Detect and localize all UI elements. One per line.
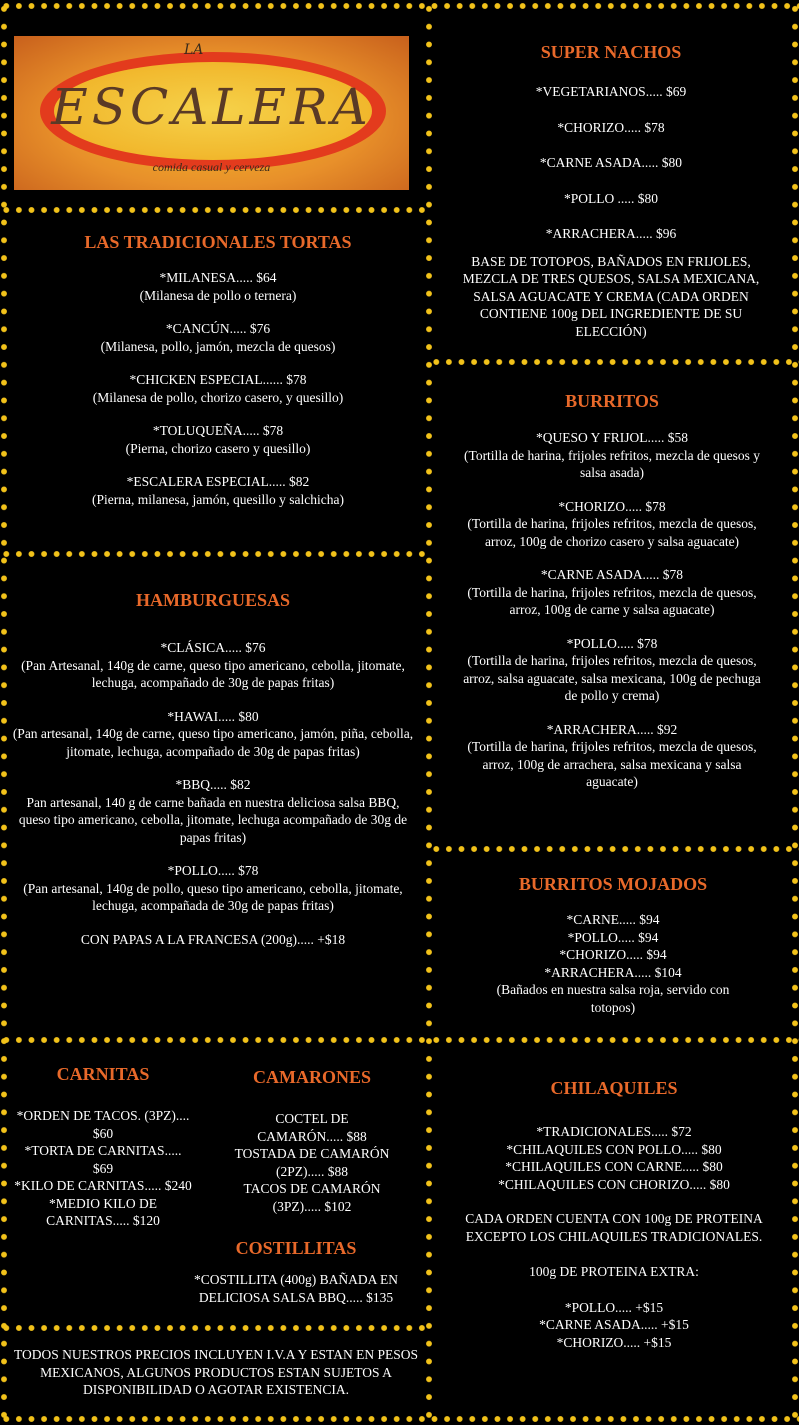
border-bottom — [0, 1415, 799, 1423]
camarones-section — [222, 1066, 402, 1215]
menu-line: *CHILAQUILES CON CHORIZO..... $80 — [498, 1176, 730, 1192]
logo-tagline: comida casual y cerveza — [152, 160, 271, 174]
tortas-section — [10, 231, 426, 524]
chilaquiles-note: CADA ORDEN CUENTA CON 100g DE PROTEINA EXCEPTO LOS CHILAQUILES TRADICIONALES. — [465, 1211, 763, 1244]
menu-line: *ARRACHERA..... $96 — [545, 226, 677, 241]
menu-extra: CON PAPAS A LA FRANCESA (200g)..... +$18 — [80, 931, 346, 947]
footer-note: TODOS NUESTROS PRECIOS INCLUYEN I.V.A Y ESTAN EN PESOS MEXICANOS, ALGUNOS PRODUCTOS ESTAN SUJETOS A DISPONIBILIDAD O AGOTAR EXISTENCIA. — [14, 1347, 418, 1397]
menu-line: TACOS DE CAMARÓN (3PZ)..... $102 — [243, 1181, 381, 1214]
divider-right-3 — [430, 1036, 799, 1044]
border-top — [0, 2, 799, 10]
mojados-description: (Bañados en nuestra salsa roja, servido con totopos) — [496, 982, 730, 1015]
menu-item: *ESCALERA ESPECIAL..... $82 (Pierna, milanesa, jamón, quesillo y salchicha) — [92, 474, 344, 507]
menu-line: *MEDIO KILO DE CARNITAS..... $120 — [46, 1195, 160, 1228]
burritos-title: BURRITOS — [565, 391, 659, 411]
menu-item: *CHICKEN ESPECIAL...... $78 (Milanesa de pollo, chorizo casero, y quesillo) — [92, 372, 344, 405]
menu-line: COCTEL DE CAMARÓN..... $88 — [257, 1111, 367, 1144]
chilaquiles-title: CHILAQUILES — [550, 1078, 678, 1098]
logo — [14, 36, 409, 190]
hamburguesas-section — [12, 589, 414, 964]
tortas-title: LAS TRADICIONALES TORTAS — [84, 232, 352, 252]
divider-left-4 — [0, 1324, 430, 1332]
menu-line: *CHORIZO..... $94 — [559, 947, 667, 962]
chilaquiles-section — [440, 1077, 788, 1351]
menu-item: *CHORIZO..... $78 (Tortilla de harina, frijoles refritos, mezcla de quesos, arroz, 100g de chorizo casero y salsa aguacate) — [467, 498, 757, 549]
menu-item: *POLLO..... $78 (Pan artesanal, 140g de pollo, queso tipo americano, cebolla, jitomate, lechuga, acompañada de 30g de papas fritas) — [23, 863, 403, 913]
divider-left-3 — [0, 1036, 430, 1044]
menu-item: *TOLUQUEÑA..... $78 (Pierna, chorizo casero y quesillo) — [125, 423, 311, 456]
menu-line: *CHORIZO..... +$15 — [556, 1334, 672, 1350]
menu-line: *KILO DE CARNITAS..... $240 — [14, 1178, 192, 1193]
camarones-title: CAMARONES — [252, 1067, 371, 1087]
menu-line: *CHORIZO..... $78 — [557, 119, 665, 135]
costillitas-section — [178, 1237, 414, 1306]
costillitas-title: COSTILLITAS — [235, 1238, 357, 1258]
menu-line: *COSTILLITA (400g) BAÑADA EN DELICIOSA SALSA BBQ..... $135 — [193, 1272, 399, 1305]
menu-line: *CARNE ASADA..... $80 — [539, 155, 683, 170]
carnitas-section — [14, 1063, 192, 1230]
menu-line: *POLLO..... +$15 — [564, 1299, 664, 1315]
mojados-title: BURRITOS MOJADOS — [518, 874, 708, 894]
logo-top-text: LA — [184, 42, 204, 58]
menu-line: *TORTA DE CARNITAS..... $69 — [24, 1143, 182, 1176]
menu-line: *CARNE ASADA..... +$15 — [539, 1317, 689, 1332]
carnitas-title: CARNITAS — [56, 1064, 150, 1084]
menu-line: *POLLO..... $94 — [567, 929, 659, 945]
mojados-section — [470, 873, 756, 1016]
menu-item: *ARRACHERA..... $92 (Tortilla de harina, frijoles refritos, mezcla de quesos, arroz, 100g de arrachera, salsa mexicana y salsa aguacate) — [467, 721, 757, 789]
menu-item: *CANCÚN..... $76 (Milanesa, pollo, jamón, mezcla de quesos) — [100, 321, 336, 354]
chilaquiles-extra-title: 100g DE PROTEINA EXTRA: — [529, 1264, 699, 1279]
menu-item: *CARNE ASADA..... $78 (Tortilla de harina, frijoles refritos, mezcla de quesos, arroz, 100g de carne y salsa aguacate) — [467, 567, 757, 617]
nachos-section — [436, 41, 786, 340]
divider-right-1 — [430, 358, 799, 366]
menu-item: *BBQ..... $82 Pan artesanal, 140 g de carne bañada en nuestra deliciosa salsa BBQ, queso tipo americano, cebolla, jitomate, lechuga acompañado de 30g de papas fritas) — [18, 777, 408, 845]
nachos-title: SUPER NACHOS — [540, 42, 682, 62]
menu-line: *VEGETARIANOS..... $69 — [535, 84, 687, 99]
hamburguesas-title: HAMBURGUESAS — [135, 590, 291, 610]
menu-line: *CHILAQUILES CON CARNE..... $80 — [505, 1159, 723, 1174]
menu-item: *HAWAI..... $80 (Pan artesanal, 140g de carne, queso tipo americano, jamón, piña, cebolla, jitomate, lechuga, acompañado de 30g de papas fritas) — [12, 708, 414, 759]
divider-left-1 — [0, 206, 430, 214]
divider-left-2 — [0, 550, 430, 558]
menu-line: TOSTADA DE CAMARÓN (2PZ)..... $88 — [234, 1146, 390, 1179]
menu-line: *CHILAQUILES CON POLLO..... $80 — [506, 1141, 722, 1157]
menu-item: *MILANESA..... $64 (Milanesa de pollo o ternera) — [139, 270, 297, 303]
menu-line: *ARRACHERA..... $104 — [544, 964, 682, 980]
menu-item: *CLÁSICA..... $76 (Pan Artesanal, 140g de carne, queso tipo americano, cebolla, jitomate, lechuga, acompañado de 30g de papas fritas) — [21, 640, 405, 690]
menu-line: *CARNE..... $94 — [566, 912, 660, 927]
menu-item: *POLLO..... $78 (Tortilla de harina, frijoles refritos, mezcla de quesos, arroz, salsa aguacate, salsa mexicana, 100g de pechuga de pollo y crema) — [463, 635, 761, 703]
burritos-section — [456, 390, 768, 807]
menu-line: *TRADICIONALES..... $72 — [536, 1124, 692, 1139]
menu-line: *POLLO ..... $80 — [563, 190, 659, 206]
divider-right-2 — [430, 845, 799, 853]
menu-item: *QUESO Y FRIJOL..... $58 (Tortilla de harina, frijoles refritos, mezcla de quesos y salsa asada) — [464, 430, 760, 480]
border-right — [791, 0, 799, 1425]
menu-line: *ORDEN DE TACOS. (3PZ).... $60 — [16, 1108, 190, 1141]
logo-name: ESCALERA — [51, 78, 372, 136]
nachos-description: BASE DE TOTOPOS, BAÑADOS EN FRIJOLES, MEZCLA DE TRES QUESOS, SALSA MEXICANA, SALSA AGUACATE Y CREMA (CADA ORDEN CONTIENE 100g DEL INGREDIENTE DE SU ELECCIÓN) — [462, 253, 760, 339]
